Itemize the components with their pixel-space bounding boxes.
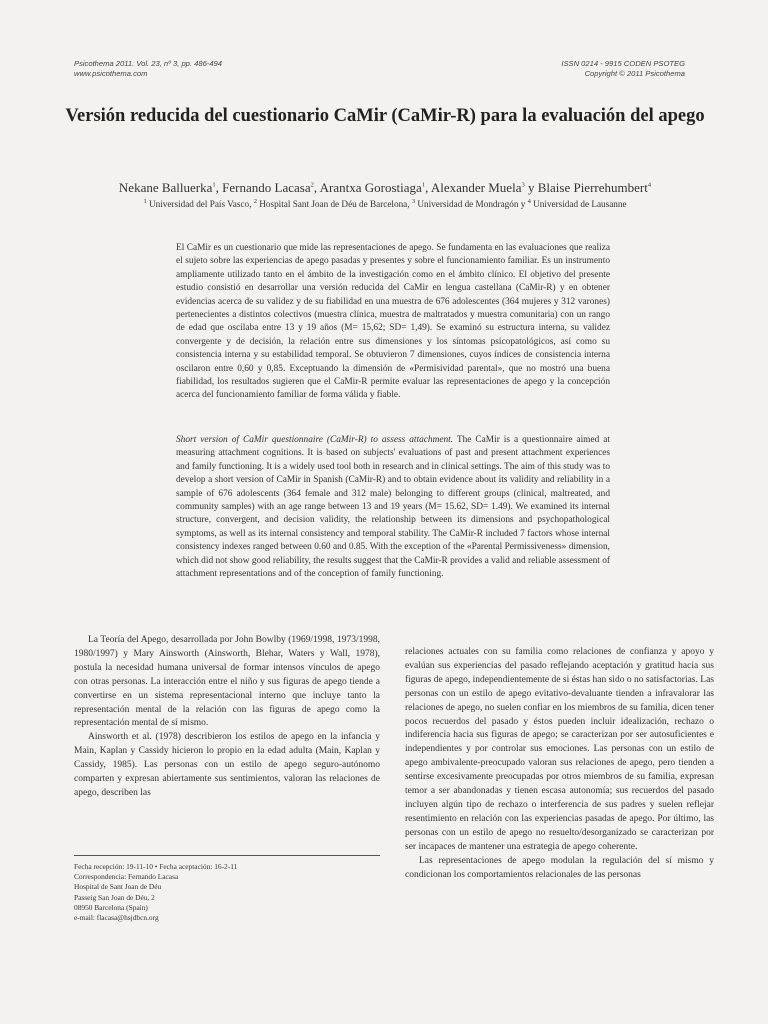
journal-header-right: [561, 59, 685, 79]
author-affil-mark: 1: [421, 181, 426, 189]
abstract-spanish: El CaMir es un cuestionario que mide las representaciones de apego. Se fundamenta en las evaluaciones que realiza el sujeto sobre las experiencias de apego pasadas y presentes y sobre el funcionamiento familiar. Es un instrumento ampliamente utilizado tanto en el ámbito de la investigación como en el ámbito clínico. El objetivo del presente estudio consistió en desarrollar una versión reducida del CaMir en lengua castellana (CaMir-R) y en obtener evidencias acerca de su validez y de su fiabilidad en una muestra de 676 adolescentes (364 mujeres y 312 varones) pertenecientes a distintos colectivos (muestra clínica, muestra de maltratados y muestra comunitaria) con un rango de edad que oscilaba entre 13 y 19 años (M= 15,62; SD= 1,49). Se examinó su estructura interna, su validez convergente y de decisión, la relación entre sus dimensiones y los síntomas psicopatológicos, así como su consistencia interna y su estabilidad temporal. Se obtuvieron 7 dimensiones, cuyos índices de consistencia interna oscilaron entre 0,60 y 0,85. Exceptuando la dimensión de «Permisividad parental», que no mostró una buena fiabilidad, los resultados sugieren que el CaMir-R permite evaluar las representaciones de apego y la concepción acerca del funcionamiento familiar de forma válida y fiable.: [176, 243, 610, 401]
affiliation: Universidad de Mondragón: [417, 199, 519, 209]
correspondence-city: 08950 Barcelona (Spain): [74, 902, 148, 912]
body-column-right: [405, 646, 714, 882]
author-name: Nekane Balluerka: [118, 180, 213, 195]
author-affil-mark: 3: [521, 181, 525, 189]
author-name: Fernando Lacasa: [222, 180, 311, 195]
body-paragraph: Las representaciones de apego modulan la regulación del sí mismo y condicionan los comportamientos relacionales de las personas: [405, 855, 714, 880]
author-list: Nekane Balluerka$^1$, Fernando Lacasa$^2$, Arantxa Gorostiaga$^1$, Alexander Muela$^3$ y Blaise Pierrehumbert$^4$: [118, 180, 652, 195]
correspondence-author: Correspondencia: Fernando Lacasa: [74, 872, 179, 882]
footnote-divider: [74, 855, 380, 856]
issn-line: ISSN 0214 - 9915 CODEN PSOTEG: [561, 59, 685, 68]
affil-mark: 4: [527, 197, 531, 205]
affil-mark: 1: [143, 197, 147, 205]
author-name: Blaise Pierrehumbert: [537, 180, 648, 195]
affiliation: Universidad del País Vasco: [149, 199, 250, 209]
journal-citation: Psicothema 2011. Vol. 23, nº 3, pp. 486-494: [74, 59, 222, 68]
affil-mark: 3: [411, 197, 416, 205]
affiliation: Hospital Sant Joan de Déu de Barcelona: [259, 199, 408, 209]
article-title: Versión reducida del cuestionario CaMir (CaMir-R) para la evaluación del apego: [65, 106, 705, 126]
body-column-left: [74, 634, 380, 801]
correspondence-email[interactable]: e-mail: flacasa@hsjdbcn.org: [74, 913, 159, 923]
correspondence-street: Passeig San Joan de Déu, 2: [74, 892, 155, 902]
author-affil-mark: 2: [310, 181, 314, 189]
body-paragraph: relaciones actuales con su familia como relaciones de confianza y apoyo y evalúan sus experiencias del pasado reflejando aceptación y gratitud hacia sus figuras de apego, independientemente de si éstas han sido o no satisfactorias. Las personas con un estilo de apego evitativo-devaluante tienden a infravalorar las relaciones de apego, no suelen confiar en los miembros de su familia, dicen tener pocos recuerdos del pasado y éstos pueden incluir idealización, rechazo o indiferencia hacia sus figuras de apego; se caracterizan por ser autosuficientes e independientes y por controlar sus emociones. Las personas con un estilo de apego ambivalente-preocupado valoran sus relaciones de apego, pero tienden a sentirse excesivamente preocupadas por otros miembros de su familia, expresan temor a ser abandonadas y tienen escasa autonomía; sus recuerdos del pasado incluyen algún tipo de rechazo o interferencia de sus padres y suelen reflejar resentimiento en relación con las experiencias pasadas de apego. Por último, las personas con un estilo de apego no resuelto/desorganizado se caracterizan por ser incapaces de mantener una estrategia de apego coherente.: [405, 647, 714, 852]
body-paragraph: La Teoría del Apego, desarrollada por John Bowlby (1969/1998, 1973/1998, 1980/1997) y Mary Ainsworth (Ainsworth, Blehar, Waters y Wall, 1978), postula la necesidad humana universal de formar intensos vínculos de apego con otras personas. La interacción entre el niño y sus figuras de apego tiende a convertirse en un sistema representacional interno que incluye tanto la representación mental de la relación con las figuras de apego como la representación mental de sí mismo.: [74, 635, 380, 729]
correspondence-institution: Hospital de Sant Joan de Déu: [74, 882, 162, 892]
author-name: Alexander Muela: [430, 180, 522, 195]
body-paragraph: Ainsworth et al. (1978) describieron los estilos de apego en la infancia y Main, Kaplan y Cassidy hicieron lo propio en la edad adulta (Main, Kaplan y Cassidy, 1985). Las personas con un estilo de apego seguro-autónomo comparten y expresan abiertamente sus sentimientos, valoran las relaciones de apego, describen las: [74, 732, 380, 798]
affil-mark: 2: [253, 197, 257, 205]
author-affil-mark: 4: [647, 181, 652, 189]
abstract-english-title: Short version of CaMir questionnaire (CaMir-R) to assess attachment.: [176, 435, 454, 445]
journal-website[interactable]: www.psicothema.com: [74, 69, 148, 78]
author-name: Arantxa Gorostiaga: [319, 180, 422, 195]
copyright-line: Copyright © 2011 Psicothema: [584, 69, 685, 78]
affiliation-list: $^1$ Universidad del País Vasco, $^2$ Hospital Sant Joan de Déu de Barcelona, $^3$ Universidad de Mondragón y $^4$ Universidad de Lausanne: [143, 197, 627, 209]
author-affil-mark: 1: [212, 181, 216, 189]
abstract-english: [176, 434, 610, 581]
received-accepted-dates: Fecha recepción: 19-11-10 • Fecha aceptación: 16-2-11: [74, 862, 238, 871]
journal-header-left: [74, 59, 222, 79]
correspondence-footnote: [74, 862, 380, 923]
affiliation: Universidad de Lausanne: [533, 199, 627, 209]
abstract-english-text: The CaMir is a questionnaire aimed at measuring attachment cognitions. It is based on subjects' evaluations of past and present attachment experiences and family functioning. It is a widely used tool both in research and in clinical settings. The aim of this study was to develop a short version of CaMir in Spanish (CaMir-R) and to obtain evidence about its validity and reliability in a sample of 676 adolescents (364 female and 312 male) belonging to different groups (clinical, maltreated, and community samples) with an age range between 13 and 19 years (M= 15.62, SD= 1.49). We examined its internal structure, convergent, and decision validity, the relationship between its dimensions and psychopathological symptoms, as well as its internal consistency and temporal stability. The CaMir-R included 7 factors whose internal consistency indexes ranged between 0.60 and 0.85. With the exception of the «Parental Permissiveness» dimension, which did not show good reliability, the results suggest that the CaMir-R provides a valid and reliable assessment of attachment representations and of the conception of family functioning.: [176, 435, 610, 580]
